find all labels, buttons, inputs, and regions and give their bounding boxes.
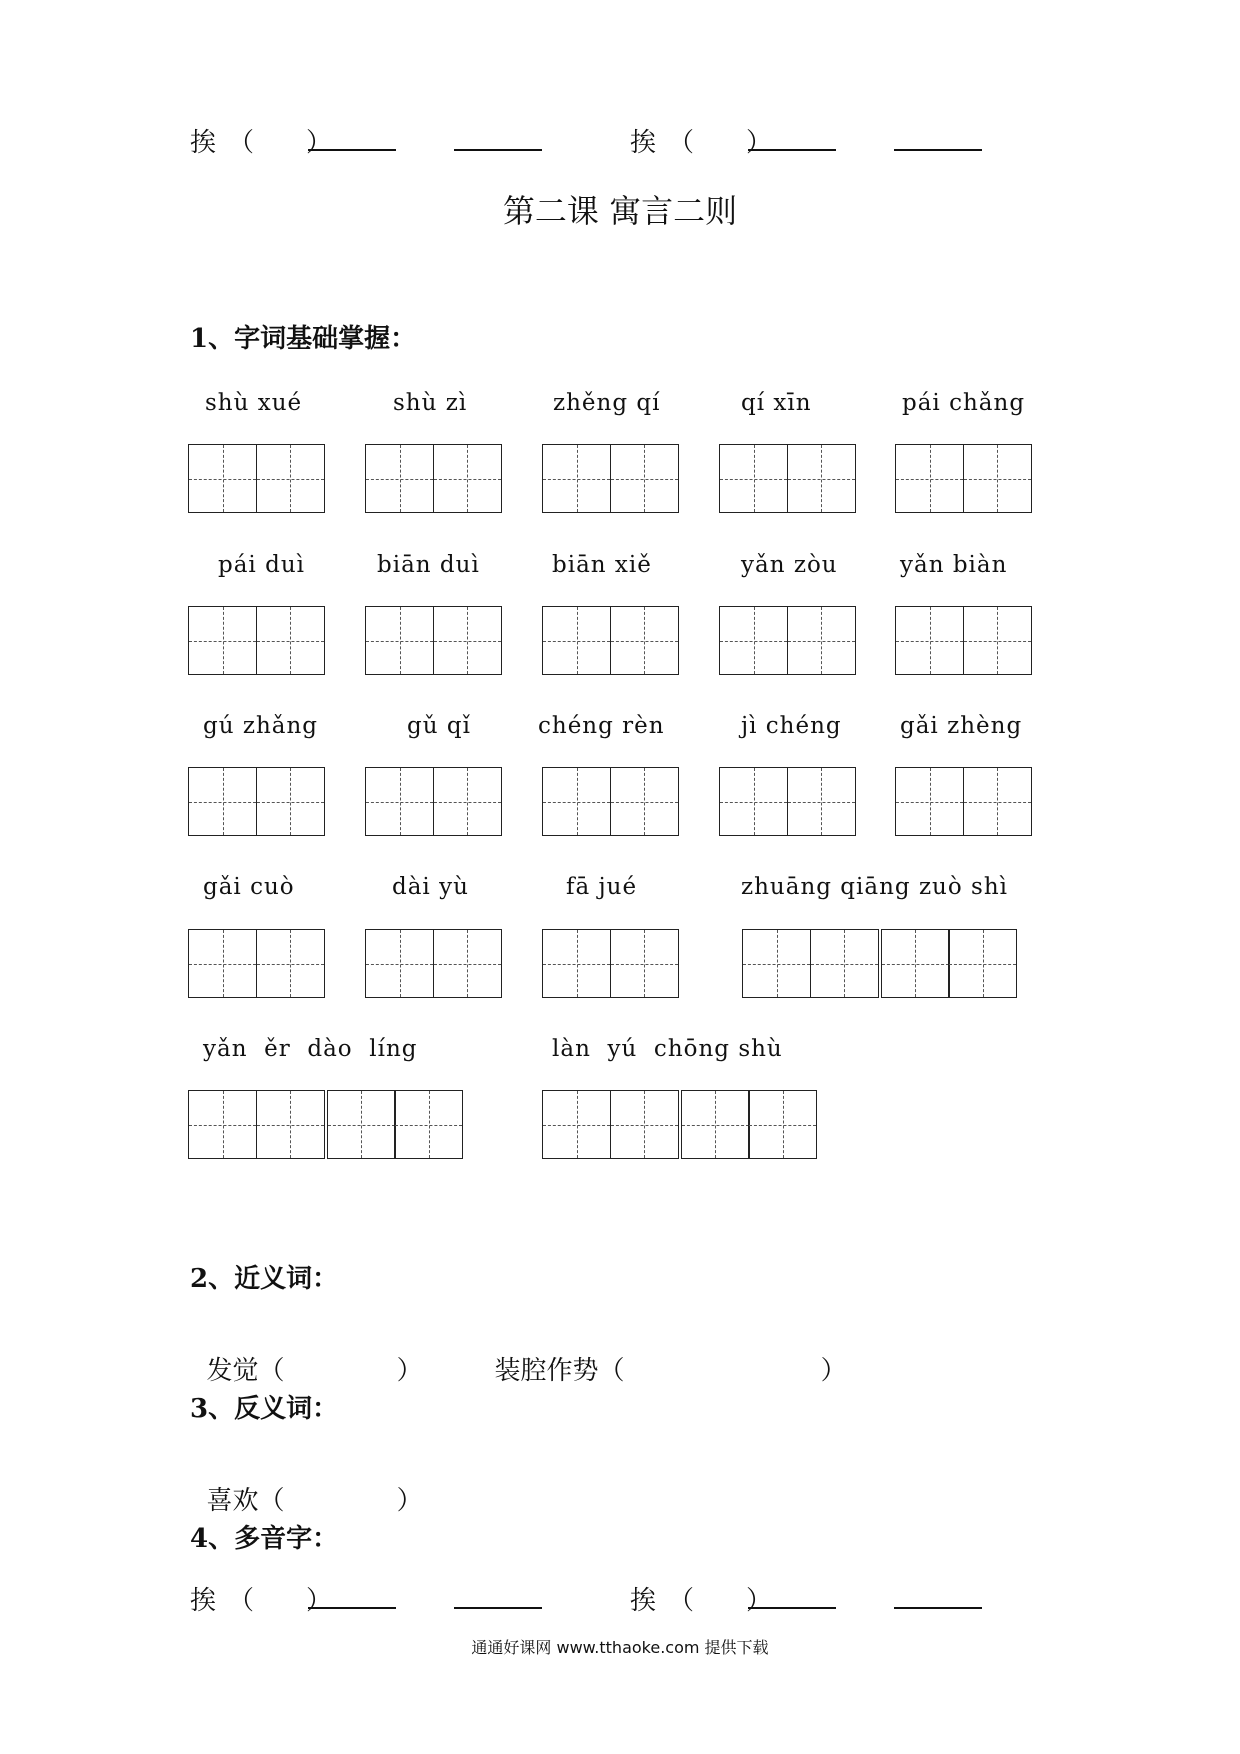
- polyphone-paren: （ ）: [228, 128, 333, 158]
- writing-grid[interactable]: [542, 606, 679, 675]
- pinyin-label: dài yù: [392, 874, 469, 900]
- grid-cell[interactable]: [433, 767, 502, 836]
- section3-heading: 3、反义词：: [190, 1394, 339, 1424]
- pinyin-label: biān xiě: [552, 552, 652, 578]
- synonym-word: 装腔作势: [494, 1356, 599, 1386]
- answer-blank[interactable]: [748, 1585, 836, 1609]
- grid-cell[interactable]: [610, 767, 679, 836]
- paren-close: ）: [396, 1486, 423, 1516]
- grid-cell[interactable]: [681, 1090, 750, 1159]
- section1-heading: 1、字词基础掌握：: [190, 324, 417, 354]
- writing-grid[interactable]: [542, 767, 679, 836]
- writing-grid[interactable]: [719, 767, 856, 836]
- writing-grid[interactable]: [719, 444, 856, 513]
- pinyin-label: gú zhǎng: [203, 713, 319, 739]
- writing-grid-idiom[interactable]: [742, 929, 1017, 998]
- grid-cell[interactable]: [719, 767, 788, 836]
- paren-close: ）: [820, 1356, 847, 1386]
- pinyin-label: làn yú chōng shù: [552, 1036, 783, 1062]
- writing-grid[interactable]: [719, 606, 856, 675]
- grid-cell[interactable]: [542, 1090, 611, 1159]
- answer-blank[interactable]: [748, 127, 836, 151]
- grid-cell[interactable]: [365, 767, 434, 836]
- grid-cell[interactable]: [433, 444, 502, 513]
- pinyin-label: pái chǎng: [902, 390, 1026, 416]
- grid-cell[interactable]: [881, 929, 950, 998]
- grid-cell[interactable]: [256, 444, 325, 513]
- grid-cell[interactable]: [719, 606, 788, 675]
- grid-cell[interactable]: [365, 606, 434, 675]
- grid-cell[interactable]: [256, 767, 325, 836]
- grid-cell[interactable]: [542, 606, 611, 675]
- pinyin-label: shù xué: [205, 390, 303, 416]
- section2-heading: 2、近义词：: [190, 1264, 339, 1294]
- pinyin-label: yǎn biàn: [900, 552, 1008, 578]
- writing-grid[interactable]: [188, 606, 325, 675]
- paren-close: ）: [396, 1356, 423, 1386]
- writing-grid[interactable]: [542, 444, 679, 513]
- synonym-item: [190, 1320, 423, 1387]
- grid-cell[interactable]: [542, 767, 611, 836]
- grid-cell[interactable]: [963, 606, 1032, 675]
- writing-grid[interactable]: [188, 929, 325, 998]
- answer-blank[interactable]: [308, 127, 396, 151]
- grid-cell[interactable]: [610, 606, 679, 675]
- synonym-item: [478, 1320, 847, 1387]
- grid-cell[interactable]: [327, 1090, 396, 1159]
- grid-cell[interactable]: [256, 929, 325, 998]
- writing-grid[interactable]: [365, 767, 502, 836]
- grid-cell[interactable]: [188, 929, 257, 998]
- writing-grid-idiom[interactable]: [188, 1090, 463, 1159]
- polyphone-paren: （ ）: [668, 128, 773, 158]
- section4-heading: 4、多音字：: [190, 1524, 339, 1554]
- grid-cell[interactable]: [188, 1090, 257, 1159]
- grid-cell[interactable]: [787, 444, 856, 513]
- grid-cell[interactable]: [188, 606, 257, 675]
- grid-cell[interactable]: [719, 444, 788, 513]
- pinyin-label: yǎn zòu: [741, 552, 838, 578]
- footer-credit: 通通好课网 www.tthaoke.com 提供下载: [471, 1638, 769, 1657]
- writing-grid[interactable]: [365, 606, 502, 675]
- grid-cell[interactable]: [610, 1090, 679, 1159]
- paren-open: （: [258, 1486, 285, 1516]
- synonym-word: 发觉: [206, 1356, 259, 1386]
- grid-cell[interactable]: [365, 444, 434, 513]
- pinyin-label: biān duì: [377, 552, 480, 578]
- answer-blank[interactable]: [308, 1585, 396, 1609]
- page-title: 第二课 寓言二则: [502, 192, 738, 230]
- grid-cell[interactable]: [748, 1090, 817, 1159]
- writing-grid-idiom[interactable]: [542, 1090, 817, 1159]
- paren-open: （: [598, 1356, 625, 1386]
- grid-cell[interactable]: [433, 929, 502, 998]
- polyphone-char: 挨: [190, 1586, 217, 1616]
- writing-grid[interactable]: [188, 444, 325, 513]
- writing-grid[interactable]: [895, 444, 1032, 513]
- polyphone-char: 挨: [630, 128, 657, 158]
- grid-cell[interactable]: [542, 444, 611, 513]
- grid-cell[interactable]: [610, 444, 679, 513]
- pinyin-label: fā jué: [566, 874, 638, 900]
- pinyin-label: jì chéng: [741, 713, 842, 739]
- writing-grid[interactable]: [365, 929, 502, 998]
- pinyin-label: qí xīn: [741, 390, 812, 416]
- pinyin-label: shù zì: [393, 390, 468, 416]
- grid-cell[interactable]: [963, 767, 1032, 836]
- answer-blank[interactable]: [454, 1585, 542, 1609]
- pinyin-label: gǔ qǐ: [407, 713, 471, 739]
- grid-cell[interactable]: [895, 767, 964, 836]
- grid-cell[interactable]: [188, 444, 257, 513]
- grid-cell[interactable]: [394, 1090, 463, 1159]
- grid-cell[interactable]: [787, 767, 856, 836]
- grid-cell[interactable]: [256, 606, 325, 675]
- grid-cell[interactable]: [610, 929, 679, 998]
- pinyin-label: gǎi cuò: [203, 874, 295, 900]
- pinyin-label: zhuāng qiāng zuò shì: [741, 874, 1009, 900]
- answer-blank[interactable]: [894, 127, 982, 151]
- grid-cell[interactable]: [810, 929, 879, 998]
- grid-cell[interactable]: [948, 929, 1017, 998]
- writing-grid[interactable]: [895, 767, 1032, 836]
- grid-cell[interactable]: [365, 929, 434, 998]
- grid-cell[interactable]: [895, 606, 964, 675]
- polyphone-char: 挨: [630, 1586, 657, 1616]
- writing-grid[interactable]: [542, 929, 679, 998]
- writing-grid[interactable]: [365, 444, 502, 513]
- pinyin-label: gǎi zhèng: [900, 713, 1023, 739]
- writing-grid[interactable]: [188, 767, 325, 836]
- grid-cell[interactable]: [742, 929, 811, 998]
- polyphone-line: [190, 1580, 1040, 1617]
- antonym-word: 喜欢: [206, 1486, 259, 1516]
- grid-cell[interactable]: [787, 606, 856, 675]
- answer-blank[interactable]: [454, 127, 542, 151]
- answer-blank[interactable]: [894, 1585, 982, 1609]
- pinyin-label: chéng rèn: [538, 713, 665, 739]
- polyphone-paren: （ ）: [228, 1586, 333, 1616]
- polyphone-paren: （ ）: [668, 1586, 773, 1616]
- antonym-item: [190, 1450, 423, 1517]
- paren-open: （: [258, 1356, 285, 1386]
- grid-cell[interactable]: [542, 929, 611, 998]
- pinyin-label: pái duì: [218, 552, 305, 578]
- grid-cell[interactable]: [963, 444, 1032, 513]
- pinyin-label: zhěng qí: [553, 390, 661, 416]
- pinyin-label: yǎn ěr dào líng: [203, 1036, 418, 1062]
- grid-cell[interactable]: [895, 444, 964, 513]
- grid-cell[interactable]: [188, 767, 257, 836]
- top-polyphone-line: [190, 122, 1040, 159]
- grid-cell[interactable]: [433, 606, 502, 675]
- grid-cell[interactable]: [256, 1090, 325, 1159]
- writing-grid[interactable]: [895, 606, 1032, 675]
- polyphone-char: 挨: [190, 128, 217, 158]
